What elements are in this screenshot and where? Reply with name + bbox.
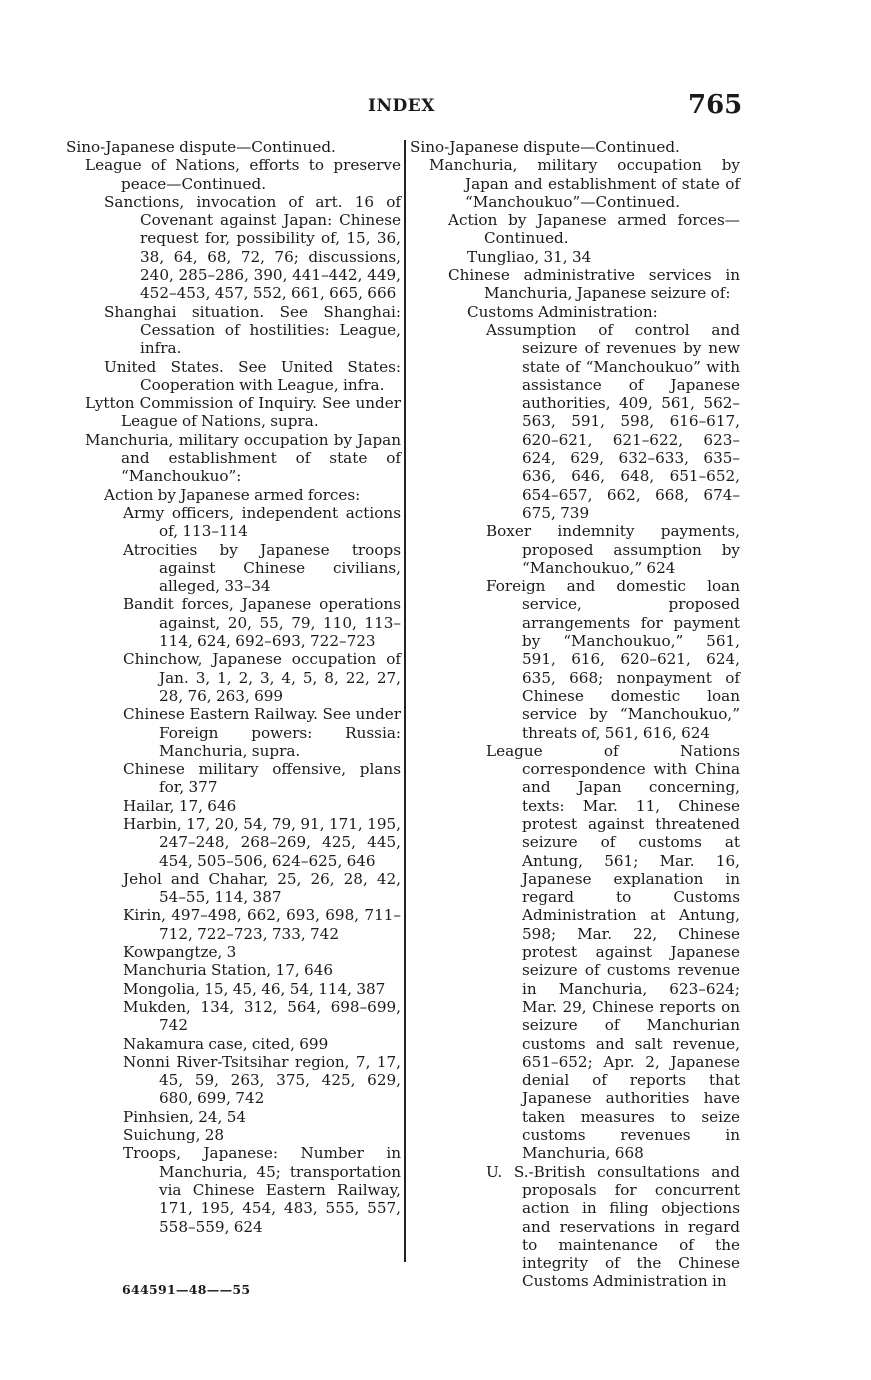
- index-entry-text: Sino-Japanese dispute—Continued.: [66, 138, 336, 156]
- index-entry-text: Nonni River-Tsitsihar region, 7, 17, 45, 59, 263, 375, 425, 629, 680, 699, 742: [123, 1052, 401, 1108]
- index-entry-text: Chinchow, Japanese occupation of Jan. 3, 1, 2, 3, 4, 5, 8, 22, 27, 28, 76, 263, 699: [123, 650, 401, 705]
- index-entry: [410, 522, 740, 577]
- index-entry-text: Nakamura case, cited, 699: [123, 1034, 329, 1053]
- index-entry: [66, 906, 401, 943]
- index-entry-text: Jehol and Chahar, 25, 26, 28, 42, 54–55, 114, 387: [123, 869, 401, 907]
- index-entry-text: Army officers, independent actions of, 113–114: [123, 503, 401, 541]
- index-entry: [410, 1163, 740, 1291]
- index-entry: [66, 797, 401, 815]
- index-entry-text: Sanctions, invocation of art. 16 of Covenant against Japan: Chinese request for, possibility of, 15, 36, 38, 64, 68, 72, 76; discussions, 240, 285–286, 390, 441–442, 449, 452–453, 457, 552, 661, 665, 666: [104, 192, 401, 303]
- index-entry: [66, 394, 401, 431]
- index-entry-text: Chinese military offensive, plans for, 377: [123, 760, 401, 797]
- index-entry: [410, 248, 740, 266]
- index-entry-text: Action by Japanese armed forces—Continued.: [448, 211, 740, 248]
- right-column: [410, 138, 740, 1291]
- index-entry-text: Mukden, 134, 312, 564, 698–699, 742: [123, 997, 401, 1035]
- index-entry-text: Hailar, 17, 646: [123, 796, 237, 815]
- index-entry: [66, 486, 401, 504]
- index-entry: [66, 961, 401, 979]
- page-number: 765: [688, 90, 743, 120]
- index-entry-text: Tungliao, 31, 34: [467, 247, 592, 266]
- index-entry-text: Lytton Commission of Inquiry. See under League of Nations, supra.: [85, 394, 401, 431]
- index-entry-text: Atrocities by Japanese troops against Chinese civilians, alleged, 33–34: [123, 540, 401, 596]
- index-entry: [66, 980, 401, 998]
- index-entry: [66, 431, 401, 486]
- index-entry: [66, 650, 401, 705]
- printer-code-footer: 644591—48——55: [122, 1282, 251, 1297]
- index-entry: [410, 742, 740, 1163]
- index-entry: [66, 705, 401, 760]
- index-entry: [410, 156, 740, 211]
- index-entry-text: Troops, Japanese: Number in Manchuria, 45; transportation via Chinese Eastern Railway, 171, 195, 454, 483, 555, 557, 558–559, 624: [123, 1144, 401, 1236]
- index-entry-text: Action by Japanese armed forces:: [104, 485, 361, 504]
- index-entry-text: Manchuria, military occupation by Japan and establishment of state of “Manchoukuo”—Continued.: [429, 156, 740, 211]
- index-entry: [66, 998, 401, 1035]
- index-entry: [66, 1035, 401, 1053]
- index-entry-text: Harbin, 17, 20, 54, 79, 91, 171, 195, 247–248, 268–269, 425, 445, 454, 505–506, 624–625, 646: [123, 814, 401, 870]
- index-entry: [66, 1144, 401, 1235]
- index-entry-text: Manchuria, military occupation by Japan and establishment of state of “Manchoukuo”:: [85, 430, 401, 486]
- index-entry-text: Chinese Eastern Railway. See under Foreign powers: Russia: Manchuria, supra.: [123, 705, 401, 760]
- index-entry: [66, 760, 401, 797]
- index-entry-text: Bandit forces, Japanese operations against, 20, 55, 79, 110, 113–114, 624, 692–693, 722–723: [123, 595, 401, 651]
- index-entry: [66, 595, 401, 650]
- index-entry: [410, 138, 740, 156]
- index-entry: [410, 303, 740, 321]
- index-entry-text: United States. See United States: Cooperation with League, infra.: [104, 357, 401, 394]
- index-entry-text: Suichung, 28: [123, 1126, 225, 1145]
- index-entry: [410, 266, 740, 303]
- page-title: INDEX: [368, 96, 435, 116]
- index-entry: [66, 1108, 401, 1126]
- index-entry: [66, 943, 401, 961]
- index-entry: [66, 504, 401, 541]
- index-entry: [66, 541, 401, 596]
- index-entry: [66, 1053, 401, 1108]
- index-entry: [66, 1126, 401, 1144]
- index-entry-text: Sino-Japanese dispute—Continued.: [410, 138, 680, 156]
- index-entry-text: Boxer indemnity payments, proposed assumption by “Manchoukuo,” 624: [486, 522, 740, 577]
- index-entry: [66, 870, 401, 907]
- index-entry: [66, 138, 401, 156]
- index-entry: [410, 321, 740, 522]
- index-entry: [66, 303, 401, 358]
- index-entry-text: Kowpangtze, 3: [123, 943, 237, 962]
- index-entry-text: Customs Administration:: [467, 302, 658, 321]
- index-entry-text: Mongolia, 15, 45, 46, 54, 114, 387: [123, 979, 386, 998]
- index-entry-text: U. S.-British consultations and proposals for concurrent action in filing objections and reservations in regard to maintenance of the integrity of the Chinese Customs Administration in: [486, 1162, 740, 1291]
- index-entry: [66, 193, 401, 303]
- index-entry-text: Manchuria Station, 17, 646: [123, 961, 334, 980]
- index-entry-text: Foreign and domestic loan service, proposed arrangements for payment by “Manchoukuo,” 561, 591, 616, 620–621, 624, 635, 668; nonpayment of Chinese domestic loan service by “Manchoukuo,” threats of, 561, 616, 624: [486, 577, 740, 742]
- index-entry-text: Assumption of control and seizure of revenues by new state of “Manchoukuo” with assistance of Japanese authorities, 409, 561, 562–563, 591, 598, 616–617, 620–621, 621–622, 623–624, 629, 632–633, 635–636, 646, 648, 651–652, 654–657, 662, 668, 674–675, 739: [486, 320, 740, 522]
- index-entry: [66, 358, 401, 395]
- index-entry-text: League of Nations, efforts to preserve peace—Continued.: [85, 156, 401, 193]
- index-entry: [410, 577, 740, 742]
- index-entry-text: Chinese administrative services in Manchuria, Japanese seizure of:: [448, 266, 740, 303]
- index-entry: [410, 211, 740, 248]
- column-divider: [404, 140, 406, 1262]
- index-entry-text: League of Nations correspondence with China and Japan concerning, texts: Mar. 11, Chinese protest against threatened seizure of customs at Antung, 561; Mar. 16, Japanese explanation in regard to Customs Administration at Antung, 598; Mar. 22, Chinese protest against Japanese seizure of customs revenue in Manchuria, 623–624; Mar. 29, Chinese reports on seizure of Manchurian customs and salt revenue, 651–652; Apr. 2, Japanese denial of reports that Japanese authorities have taken measures to seize customs revenues in Manchuria, 668: [486, 741, 740, 1163]
- index-entry: [66, 815, 401, 870]
- left-column: [66, 138, 401, 1236]
- index-entry-text: Kirin, 497–498, 662, 693, 698, 711–712, 722–723, 733, 742: [123, 906, 401, 943]
- index-entry: [66, 156, 401, 193]
- index-entry-text: Shanghai situation. See Shanghai: Cessation of hostilities: League, infra.: [104, 302, 401, 358]
- index-entry-text: Pinhsien, 24, 54: [123, 1107, 247, 1126]
